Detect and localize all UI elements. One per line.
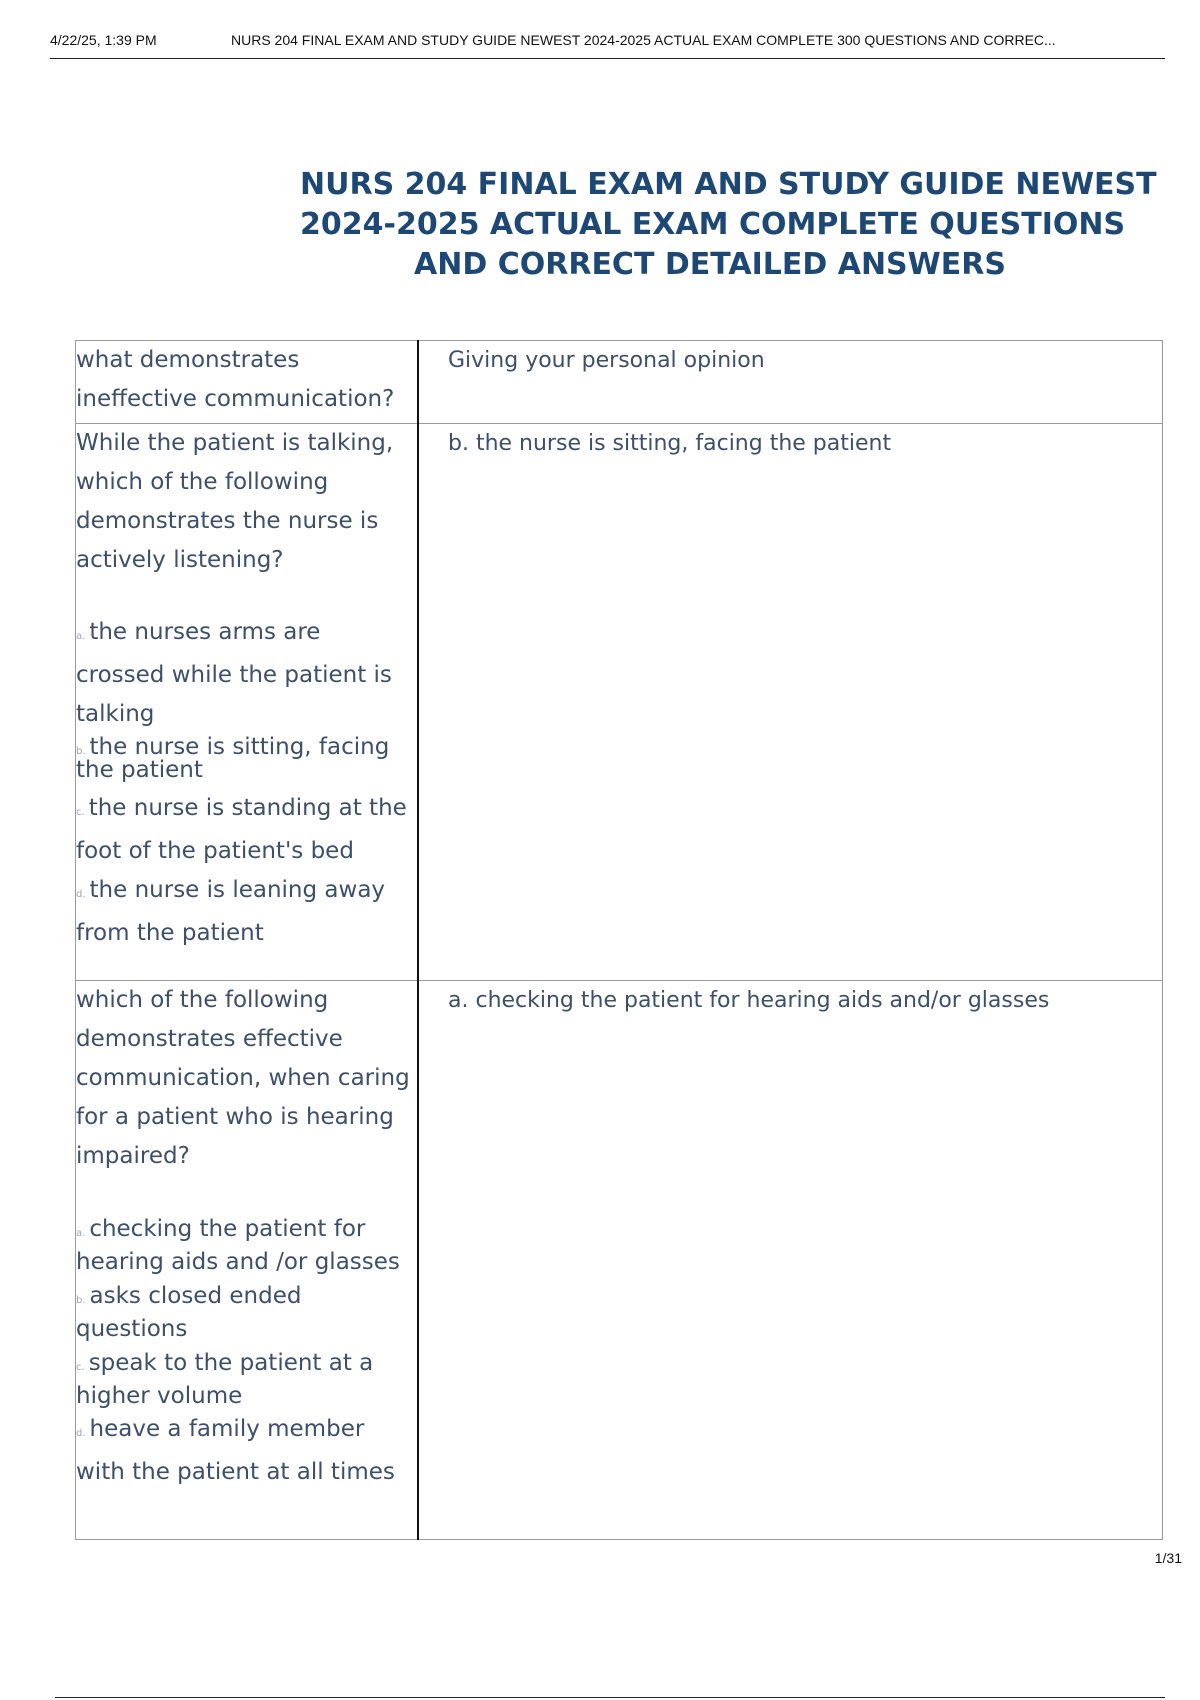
question-cell [76,981,419,1540]
print-document-title: NURS 204 FINAL EXAM AND STUDY GUIDE NEWEST 2024-2025 ACTUAL EXAM COMPLETE 300 QUESTIONS AND CORREC... [231,32,1056,48]
table-row [76,424,1163,981]
option-c [76,789,413,871]
option-a [76,613,413,734]
answer-cell [418,341,1163,424]
print-header [50,30,1165,59]
option-marker: b. [76,1295,86,1306]
answer-text: a. checking the patient for hearing aids and/or glasses [448,988,1050,1013]
question-answer-table [75,340,1163,1540]
option-d [76,871,413,953]
option-d [76,1410,413,1492]
question-cell [76,424,419,981]
answer-text: Giving your personal opinion [448,348,765,373]
table-row [76,341,1163,424]
option-marker: d. [76,1428,86,1439]
answer-cell [418,424,1163,981]
answer-options [76,1209,413,1492]
option-text: the nurse is sitting, facing the patient [76,734,390,783]
option-c [76,1343,413,1410]
option-text: asks closed ended questions [76,1283,302,1342]
question-text: While the patient is talking, which of the following demonstrates the nurse is actively listening? [76,430,394,573]
option-marker: b. [76,746,86,757]
option-text: the nurse is standing at the foot of the patient's bed [76,795,407,864]
option-marker: c. [76,1362,85,1373]
footer-divider [55,1697,1165,1698]
document-title-line-3: AND CORRECT DETAILED ANSWERS [414,247,1006,282]
option-marker: a. [76,631,86,642]
option-b [76,734,413,789]
option-text: the nurse is leaning away from the patient [76,877,386,946]
option-a [76,1209,413,1276]
document-title-line-1: NURS 204 FINAL EXAM AND STUDY GUIDE NEWEST [300,167,1157,202]
option-text: heave a family member with the patient at all times [76,1416,395,1485]
question-cell [76,341,419,424]
table-row [76,981,1163,1540]
question-text: which of the following demonstrates effective communication, when caring for a patient who is hearing impaired? [76,987,410,1169]
option-text: checking the patient for hearing aids and /or glasses [76,1216,400,1275]
option-b [76,1276,413,1343]
print-date: 4/22/25, 1:39 PM [50,32,157,48]
answer-text: b. the nurse is sitting, facing the patient [448,431,892,456]
document-title-line-2: 2024-2025 ACTUAL EXAM COMPLETE QUESTIONS [300,207,1126,242]
answer-options [76,613,413,953]
page-number: 1/31 [1154,1550,1182,1566]
option-marker: c. [76,807,85,818]
option-marker: d. [76,889,86,900]
document-title [300,165,1157,285]
option-marker: a. [76,1228,86,1239]
answer-cell [418,981,1163,1540]
option-text: the nurses arms are crossed while the patient is talking [76,619,392,727]
option-text: speak to the patient at a higher volume [76,1350,374,1409]
question-text: what demonstrates ineffective communication? [76,347,395,412]
